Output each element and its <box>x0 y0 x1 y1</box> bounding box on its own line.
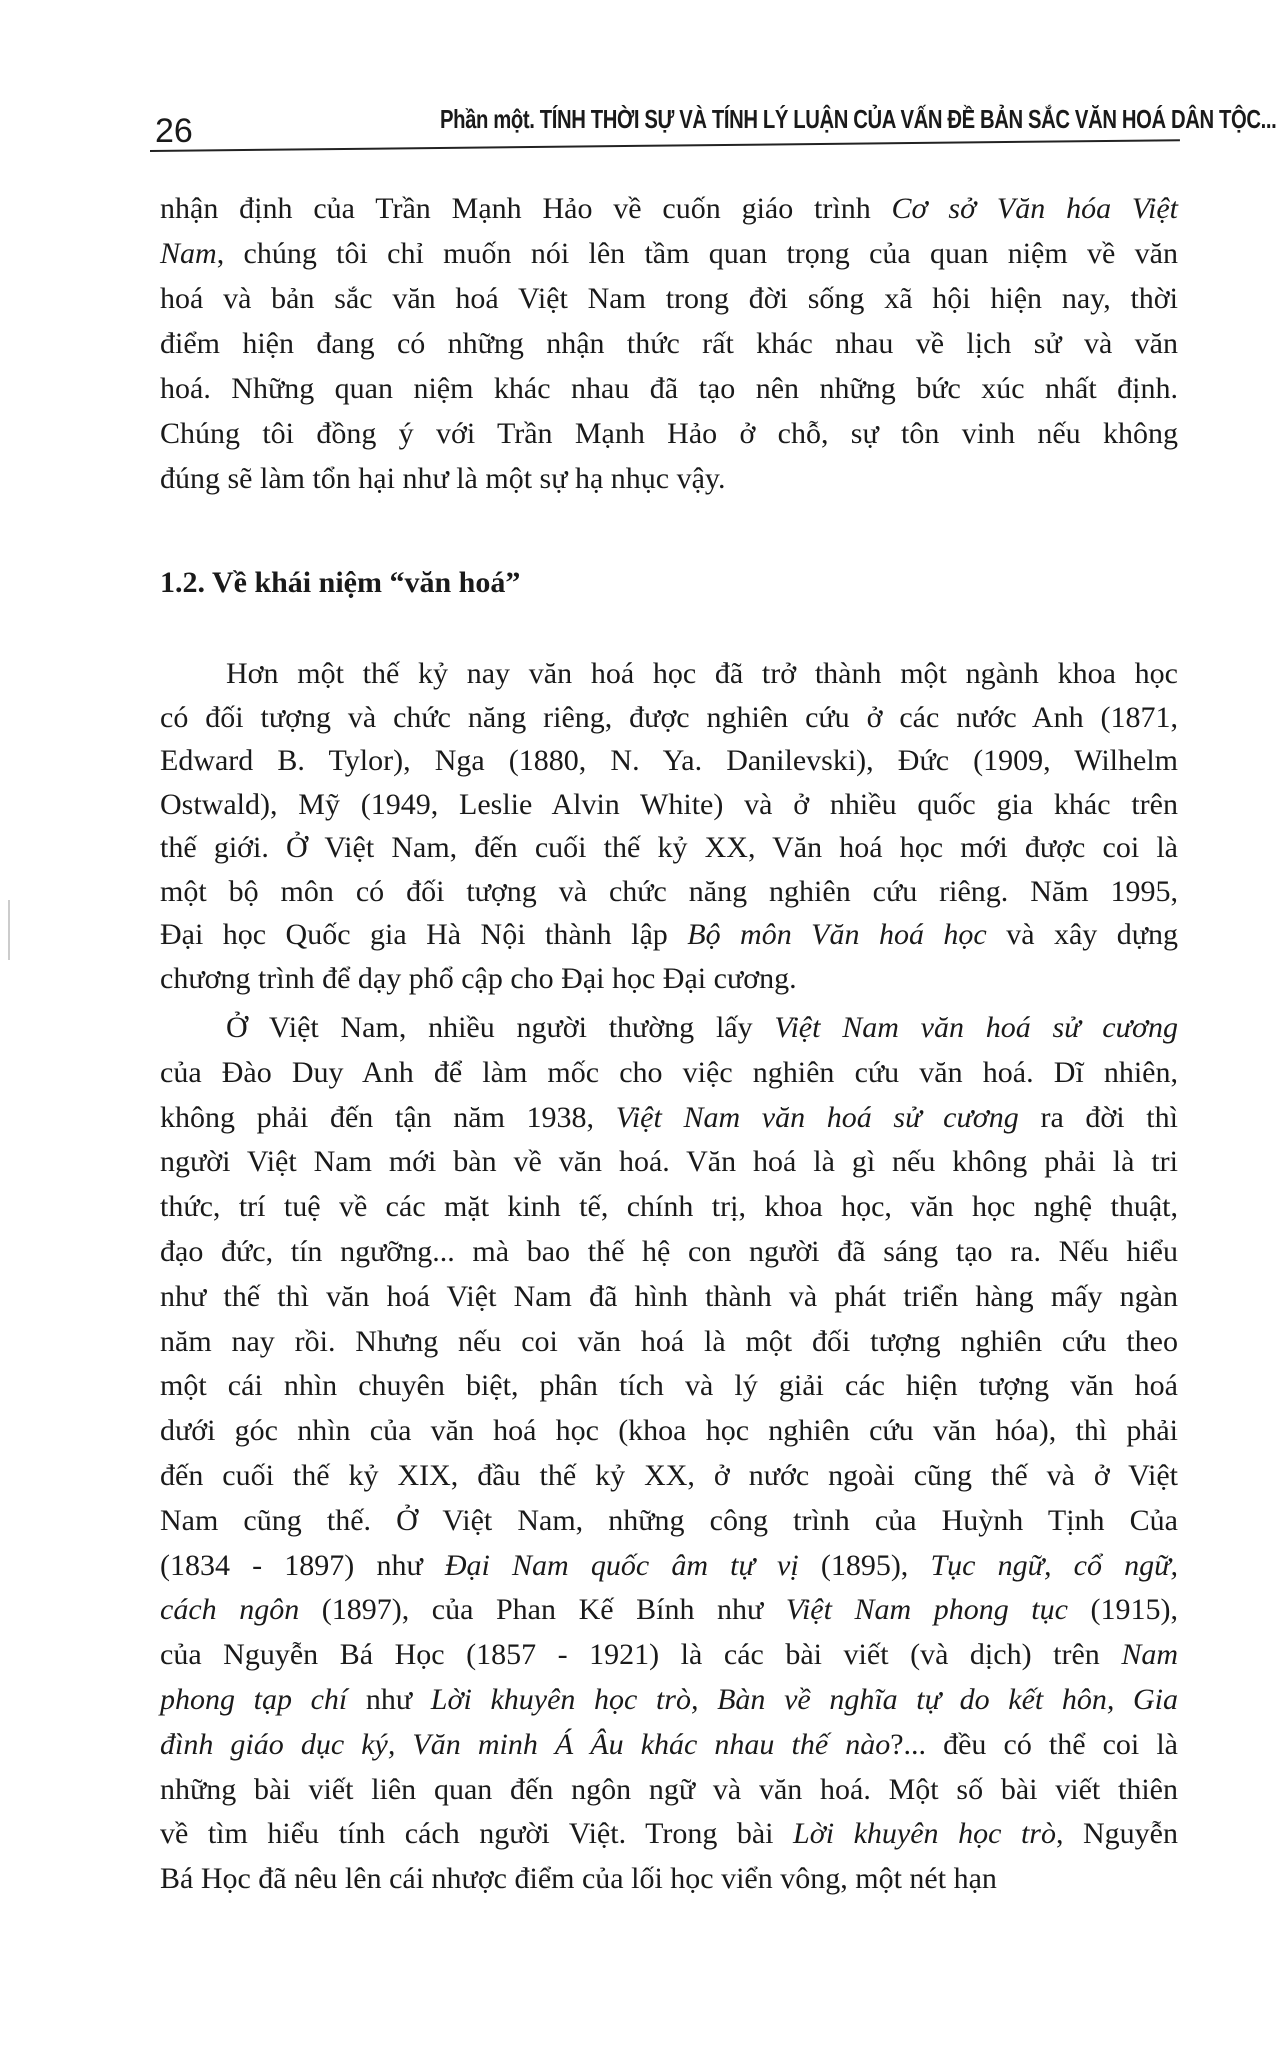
text-segment: Ở Việt Nam, nhiều người thường lấy <box>226 1011 775 1044</box>
text-line <box>160 1633 1178 1678</box>
text-segment: hoá. Những quan niệm khác nhau đã tạo nên những bức xúc nhất định. <box>160 372 1178 405</box>
text-segment: (1895), <box>798 1548 931 1582</box>
text-line <box>160 870 1178 914</box>
italic-text: Lời khuyên học trò <box>793 1817 1056 1851</box>
text-line <box>160 1185 1178 1230</box>
text-line <box>160 957 1178 1001</box>
text-segment: Hơn một thế kỷ nay văn hoá học đã trở thành một ngành khoa học <box>226 657 1178 690</box>
text-segment: Ostwald), Mỹ (1949, Leslie Alvin White) và ở nhiều quốc gia khác trên <box>160 787 1178 821</box>
text-line <box>160 1768 1178 1813</box>
text-line <box>160 1006 1178 1051</box>
text-line <box>160 1454 1178 1499</box>
text-segment: một bộ môn có đối tượng và chức năng nghiên cứu riêng. Năm 1995, <box>160 874 1178 908</box>
text-line <box>160 1723 1178 1768</box>
text-segment: chương trình để dạy phổ cập cho Đại học Đại cương. <box>160 961 797 995</box>
text-segment: hoá và bản sắc văn hoá Việt Nam trong đời sống xã hội hiện nay, thời <box>160 282 1178 315</box>
header-rule <box>150 139 1180 152</box>
text-segment: một cái nhìn chuyên biệt, phân tích và lý giải các hiện tượng văn hoá <box>160 1369 1178 1403</box>
text-line <box>160 1320 1178 1365</box>
italic-text: Việt Nam phong tục <box>785 1593 1068 1627</box>
text-line <box>160 1812 1178 1857</box>
text-segment: nhận định của Trần Mạnh Hảo về cuốn giáo trình <box>160 192 892 225</box>
text-segment: Bá Học đã nêu lên cái nhược điểm của lối học viển vông, một nét hạn <box>160 1862 997 1896</box>
text-segment: đạo đức, tín ngưỡng... mà bao thế hệ con người đã sáng tạo ra. Nếu hiểu <box>160 1234 1178 1268</box>
text-segment: người Việt Nam mới bàn về văn hoá. Văn hoá là gì nếu không phải là tri <box>160 1145 1178 1179</box>
running-title: Phần một. TÍNH THỜI SỰ VÀ TÍNH LÝ LUẬN CỦA VẤN ĐỀ BẢN SẮC VĂN HOÁ DÂN TỘC... <box>440 104 1277 134</box>
scan-mark <box>8 900 10 960</box>
italic-text: Tục ngữ, cổ ngữ, <box>930 1548 1178 1582</box>
text-line <box>160 1275 1178 1320</box>
italic-text: Lời khuyên học trò, Bàn về nghĩa tự do kết hôn, Gia <box>430 1682 1178 1716</box>
text-line <box>160 276 1178 321</box>
text-segment: (1915), <box>1067 1593 1178 1627</box>
text-segment: ra đời thì <box>1018 1100 1178 1134</box>
italic-text: Đại Nam quốc âm tự vị <box>444 1548 799 1582</box>
text-segment: , chúng tôi chỉ muốn nói lên tầm quan trọng của quan niệm về văn <box>216 237 1178 270</box>
text-line <box>160 1544 1178 1589</box>
text-segment: những bài viết liên quan đến ngôn ngữ và văn hoá. Một số bài viết thiên <box>160 1772 1178 1806</box>
text-segment: như thế thì văn hoá Việt Nam đã hình thành và phát triển hàng mấy ngàn <box>160 1279 1178 1313</box>
text-segment: Nam cũng thế. Ở Việt Nam, những công trình của Huỳnh Tịnh Của <box>160 1503 1178 1537</box>
text-segment: , Nguyễn <box>1055 1817 1178 1851</box>
text-segment: (1834 - 1897) như <box>160 1548 445 1582</box>
text-segment: về tìm hiểu tính cách người Việt. Trong bài <box>160 1817 794 1851</box>
italic-text: Bộ môn Văn hoá học <box>687 918 987 951</box>
text-segment: thức, trí tuệ về các mặt kinh tế, chính trị, khoa học, văn học nghệ thuật, <box>160 1190 1178 1224</box>
text-line <box>160 1096 1178 1141</box>
italic-text: Cơ sở Văn hóa Việt <box>891 192 1178 225</box>
text-line <box>160 913 1178 957</box>
text-segment: của Nguyễn Bá Học (1857 - 1921) là các bài viết (và dịch) trên <box>160 1638 1122 1672</box>
text-line <box>160 1409 1178 1454</box>
text-line <box>160 696 1178 740</box>
paragraph-continuation <box>160 186 1178 501</box>
text-segment: và xây dựng <box>986 918 1179 951</box>
text-segment: điểm hiện đang có những nhận thức rất khác nhau về lịch sử và văn <box>160 327 1178 360</box>
text-line <box>160 1364 1178 1409</box>
text-segment: Edward B. Tylor), Nga (1880, N. Ya. Danilevski), Đức (1909, Wilhelm <box>160 744 1178 777</box>
section-heading: 1.2. Về khái niệm “văn hoá” <box>160 566 521 599</box>
text-segment: ?... đều có thể coi là <box>890 1727 1178 1761</box>
text-line <box>160 366 1178 411</box>
text-segment: như <box>347 1682 431 1716</box>
italic-text: Nam <box>160 237 217 270</box>
italic-text: Nam <box>1121 1638 1178 1672</box>
text-segment: thế giới. Ở Việt Nam, đến cuối thế kỷ XX, Văn hoá học mới được coi là <box>160 831 1178 864</box>
text-line <box>160 1140 1178 1185</box>
text-line <box>160 411 1178 456</box>
text-segment: Đại học Quốc gia Hà Nội thành lập <box>160 918 688 951</box>
text-line <box>160 1678 1178 1723</box>
text-segment: dưới góc nhìn của văn hoá học (khoa học nghiên cứu văn hóa), thì phải <box>160 1414 1178 1448</box>
text-line <box>160 231 1178 276</box>
italic-text: Việt Nam văn hoá sử cương <box>615 1100 1019 1134</box>
text-line <box>160 783 1178 827</box>
page-number: 26 <box>155 112 193 150</box>
italic-text: phong tạp chí <box>160 1682 348 1716</box>
text-segment: có đối tượng và chức năng riêng, được nghiên cứu ở các nước Anh (1871, <box>160 700 1178 734</box>
text-segment: đúng sẽ làm tổn hại như là một sự hạ nhục vậy. <box>160 462 726 495</box>
italic-text: đình giáo dục ký, Văn minh Á Âu khác nhau thế nào <box>160 1727 891 1761</box>
italic-text: Việt Nam văn hoá sử cương <box>774 1011 1178 1044</box>
text-line <box>160 739 1178 783</box>
text-line <box>160 1857 1178 1902</box>
text-segment: Chúng tôi đồng ý với Trần Mạnh Hảo ở chỗ, sự tôn vinh nếu không <box>160 417 1178 450</box>
paragraph <box>160 652 1178 1000</box>
text-segment: năm nay rồi. Nhưng nếu coi văn hoá là một đối tượng nghiên cứu theo <box>160 1324 1178 1358</box>
text-line <box>160 1230 1178 1275</box>
text-line <box>160 1499 1178 1544</box>
italic-text: cách ngôn <box>160 1593 300 1627</box>
text-segment: (1897), của Phan Kế Bính như <box>299 1593 786 1627</box>
paragraph <box>160 1006 1178 1902</box>
text-segment: không phải đến tận năm 1938, <box>160 1100 616 1134</box>
text-segment: đến cuối thế kỷ XIX, đầu thế kỷ XX, ở nước ngoài cũng thế và ở Việt <box>160 1458 1178 1492</box>
text-line <box>160 456 1178 501</box>
text-line <box>160 1588 1178 1633</box>
text-line <box>160 826 1178 870</box>
text-line <box>160 1051 1178 1096</box>
text-line <box>160 186 1178 231</box>
text-line <box>160 321 1178 366</box>
text-segment: của Đào Duy Anh để làm mốc cho việc nghiên cứu văn hoá. Dĩ nhiên, <box>160 1055 1178 1089</box>
text-line <box>160 652 1178 696</box>
